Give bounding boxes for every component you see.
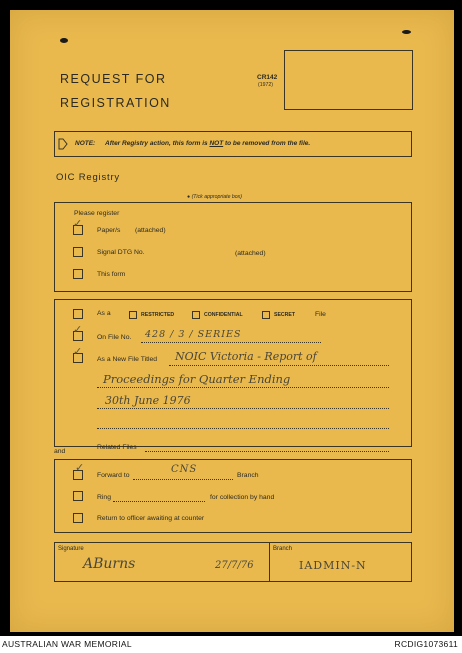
register-section bbox=[54, 202, 412, 292]
secret-checkbox[interactable] bbox=[262, 311, 270, 319]
signal-suffix: (attached) bbox=[235, 250, 266, 257]
return-checkbox[interactable] bbox=[73, 513, 83, 523]
as-a-label: As a bbox=[97, 310, 111, 317]
signature-section bbox=[54, 542, 412, 582]
note-emph: NOT bbox=[209, 140, 224, 147]
forward-line bbox=[133, 479, 233, 480]
signature-date: 27/7/76 bbox=[215, 560, 254, 571]
branch-value: IADMIN-N bbox=[299, 559, 367, 572]
new-file-title-2: Proceedings for Quarter Ending bbox=[103, 372, 291, 386]
ring-line bbox=[113, 501, 205, 502]
on-file-line bbox=[141, 342, 321, 343]
new-file-label: As a New File Titled bbox=[97, 356, 158, 363]
signal-label: Signal DTG No. bbox=[97, 249, 145, 256]
branch-label: Branch bbox=[273, 546, 293, 552]
on-file-label: On File No. bbox=[97, 334, 132, 341]
footer-record-id: RCDIG1073611 bbox=[394, 639, 458, 649]
and-label: and bbox=[54, 448, 66, 455]
forward-section bbox=[54, 459, 412, 533]
secret-label: SECRET bbox=[274, 312, 296, 318]
confidential-label: CONFIDENTIAL bbox=[204, 312, 243, 318]
tick-hint-text: (Tick appropriate box) bbox=[191, 194, 242, 200]
new-file-title-3: 30th June 1976 bbox=[105, 394, 191, 407]
this-form-checkbox[interactable] bbox=[73, 269, 83, 279]
form-title-line2: REGISTRATION bbox=[60, 96, 171, 110]
punch-mark bbox=[60, 38, 68, 43]
new-file-title-1: NOIC Victoria - Report of bbox=[175, 350, 317, 363]
arrow-icon bbox=[58, 138, 68, 150]
checkmark-icon: ✓ bbox=[75, 461, 85, 474]
title-line-2 bbox=[97, 387, 389, 388]
related-files-label: Related Files bbox=[97, 444, 137, 451]
branch-word: Branch bbox=[237, 472, 259, 479]
note-after: to be removed from the file. bbox=[223, 140, 311, 147]
registry-stamp-box bbox=[284, 50, 413, 110]
return-label: Return to officer awaiting at counter bbox=[97, 515, 205, 522]
ring-suffix: for collection by hand bbox=[210, 494, 275, 501]
form-code: CR142 bbox=[257, 74, 278, 81]
papers-label: Paper/s bbox=[97, 227, 121, 234]
please-register-heading: Please register bbox=[74, 210, 120, 217]
title-line-3 bbox=[97, 408, 389, 409]
note-before: After Registry action, this form is bbox=[105, 140, 210, 147]
signature-label: Signature bbox=[58, 546, 84, 552]
forward-value: CNS bbox=[171, 464, 198, 475]
footer-archive-name: AUSTRALIAN WAR MEMORIAL bbox=[2, 639, 132, 649]
related-files-line bbox=[145, 451, 389, 452]
title-line-1 bbox=[169, 365, 389, 366]
forward-label: Forward to bbox=[97, 472, 130, 479]
checkmark-icon: ✓ bbox=[73, 217, 83, 230]
note-box bbox=[54, 131, 412, 157]
ring-checkbox[interactable] bbox=[73, 491, 83, 501]
registration-form bbox=[10, 10, 454, 632]
file-word: File bbox=[315, 311, 326, 318]
punch-mark bbox=[402, 30, 411, 34]
note-label: NOTE: bbox=[75, 140, 96, 147]
confidential-checkbox[interactable] bbox=[192, 311, 200, 319]
as-a-checkbox[interactable] bbox=[73, 309, 83, 319]
form-year: (1972) bbox=[258, 82, 273, 88]
papers-suffix: (attached) bbox=[135, 227, 166, 234]
note-text bbox=[75, 140, 310, 147]
title-line-4 bbox=[97, 428, 389, 429]
checkmark-icon: ✓ bbox=[73, 323, 83, 336]
signature-value: ABurns bbox=[83, 556, 136, 572]
on-file-value: 428 / 3 / SERIES bbox=[145, 329, 242, 340]
signal-checkbox[interactable] bbox=[73, 247, 83, 257]
divider bbox=[269, 543, 270, 581]
this-form-label: This form bbox=[97, 271, 126, 278]
restricted-label: RESTRICTED bbox=[141, 312, 175, 318]
tick-hint: ● (Tick appropriate box) bbox=[187, 194, 242, 200]
file-section bbox=[54, 299, 412, 451]
ring-label: Ring bbox=[97, 494, 111, 501]
form-title-line1: REQUEST FOR bbox=[60, 72, 167, 86]
oic-registry-label: OIC Registry bbox=[56, 172, 120, 183]
checkmark-icon: ✓ bbox=[73, 345, 83, 358]
restricted-checkbox[interactable] bbox=[129, 311, 137, 319]
